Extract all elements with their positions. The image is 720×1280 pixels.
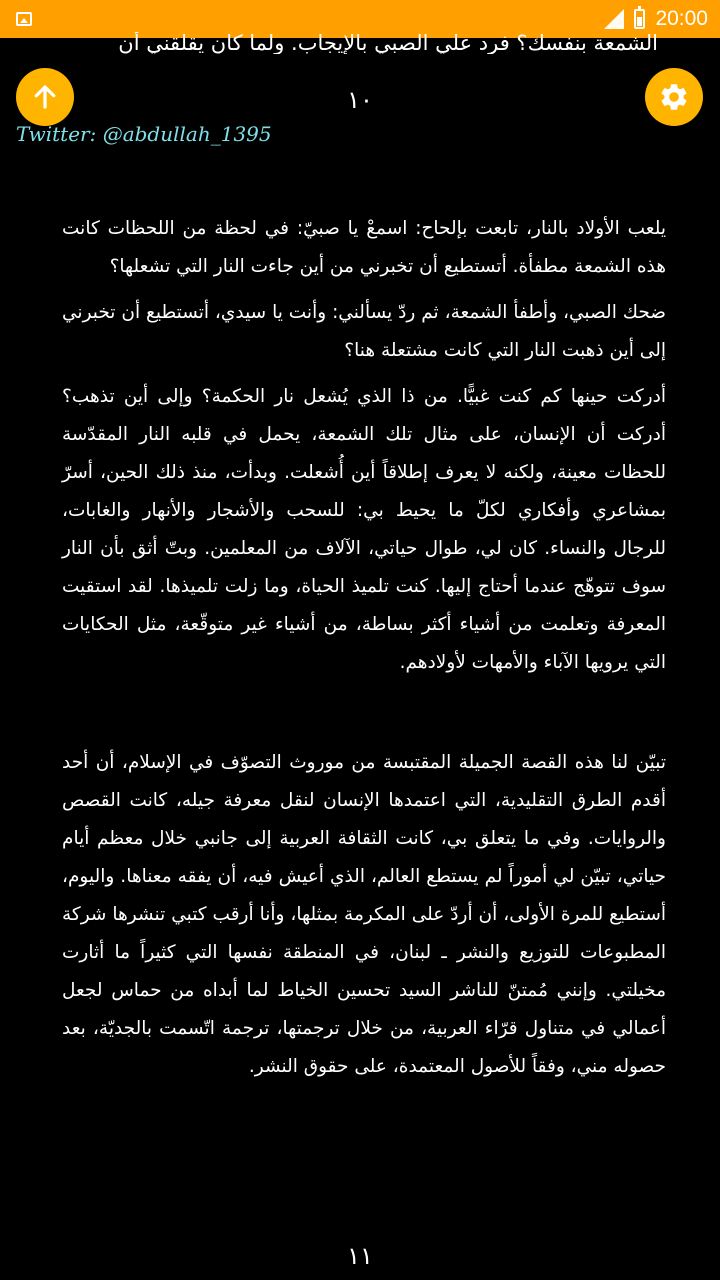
image-notification-icon (16, 12, 32, 26)
paragraph: ضحك الصبي، وأطفأ الشمعة، ثم ردّ يسألني: وأنت يا سيدي، أتستطيع أن تخبرني إلى أين ذهبت النار التي كانت مشتعلة هنا؟ (62, 302, 666, 361)
gear-icon (658, 81, 690, 113)
previous-page-text-fragment: الشمعة بنفسك؟ فرد علي الصبي بالإيجاب. ولما كان يقلقني أن (118, 32, 658, 54)
book-content (62, 210, 666, 1094)
signal-icon (604, 9, 624, 29)
twitter-handle: Twitter: @abdullah_1395 (16, 122, 272, 146)
battery-icon (634, 9, 645, 29)
settings-button[interactable] (645, 68, 703, 126)
paragraph: أدركت حينها كم كنت غبيًّا. من ذا الذي يُشعل نار الحكمة؟ وإلى أين تذهب؟ أدركت أن الإنسان، على مثال تلك الشمعة، يحمل في قلبه النار المقدّسة للحظات معينة، ولكنه لا يعرف إطلاقاً أين أُشعلت. وبدأت، منذ ذلك الحين، أسرّ بمشاعري وأفكاري لكلّ ما يحيط بي: للسحب والأشجار والأنهار والغابات، للرجال والنساء. كان لي، طوال حياتي، الآلاف من المعلمين. وبتّ أثق بأن النار سوف تتوهّج عندما أحتاج إليها. كنت تلميذ الحياة، وما زلت تلميذها. لقد استقيت المعرفة وتعلمت من أشياء أكثر بساطة، من أشياء غير متوقّعة، مثل الحكايات التي يرويها الآباء والأمهات لأولادهم. (62, 386, 666, 673)
status-clock: 20:00 (655, 7, 708, 30)
page-number-bottom: ١١ (347, 1242, 373, 1270)
paragraph: يلعب الأولاد بالنار، تابعت بإلحاح: اسمعْ يا صبيّ: في لحظة من اللحظات كانت هذه الشمعة مطفأة. أتستطيع أن تخبرني من أين جاءت النار التي تشعلها؟ (62, 218, 666, 277)
paragraph: تبيّن لنا هذه القصة الجميلة المقتبسة من موروث التصوّف في الإسلام، أن أحد أقدم الطرق التقليدية، التي اعتمدها الإنسان لنقل معرفة جيله، كانت القصص والروايات. وفي ما يتعلق بي، كانت الثقافة العربية إلى جانبي خلال معظم أيام حياتي، تبيّن لي أموراً لم يستطع العالم، الذي أعيش فيه، أن يفقه معناها. واليوم، أستطيع للمرة الأولى، أن أردّ على المكرمة بمثلها، وأنا أرقب كتبي تنشرها شركة المطبوعات للتوزيع والنشر ـ لبنان، في المنطقة نفسها التي كثيراً ما أثارت مخيلتي. وإنني مُمتنّ للناشر السيد تحسين الخياط لما أبداه من حماس لجعل أعمالي في متناول قرّاء العربية، من خلال ترجمتها، ترجمة اتّسمت بالجديّة، بعد حصوله مني، وفقاً للأصول المعتمدة، على حقوق النشر. (62, 752, 666, 1077)
page-number-top: ١٠ (347, 86, 373, 114)
